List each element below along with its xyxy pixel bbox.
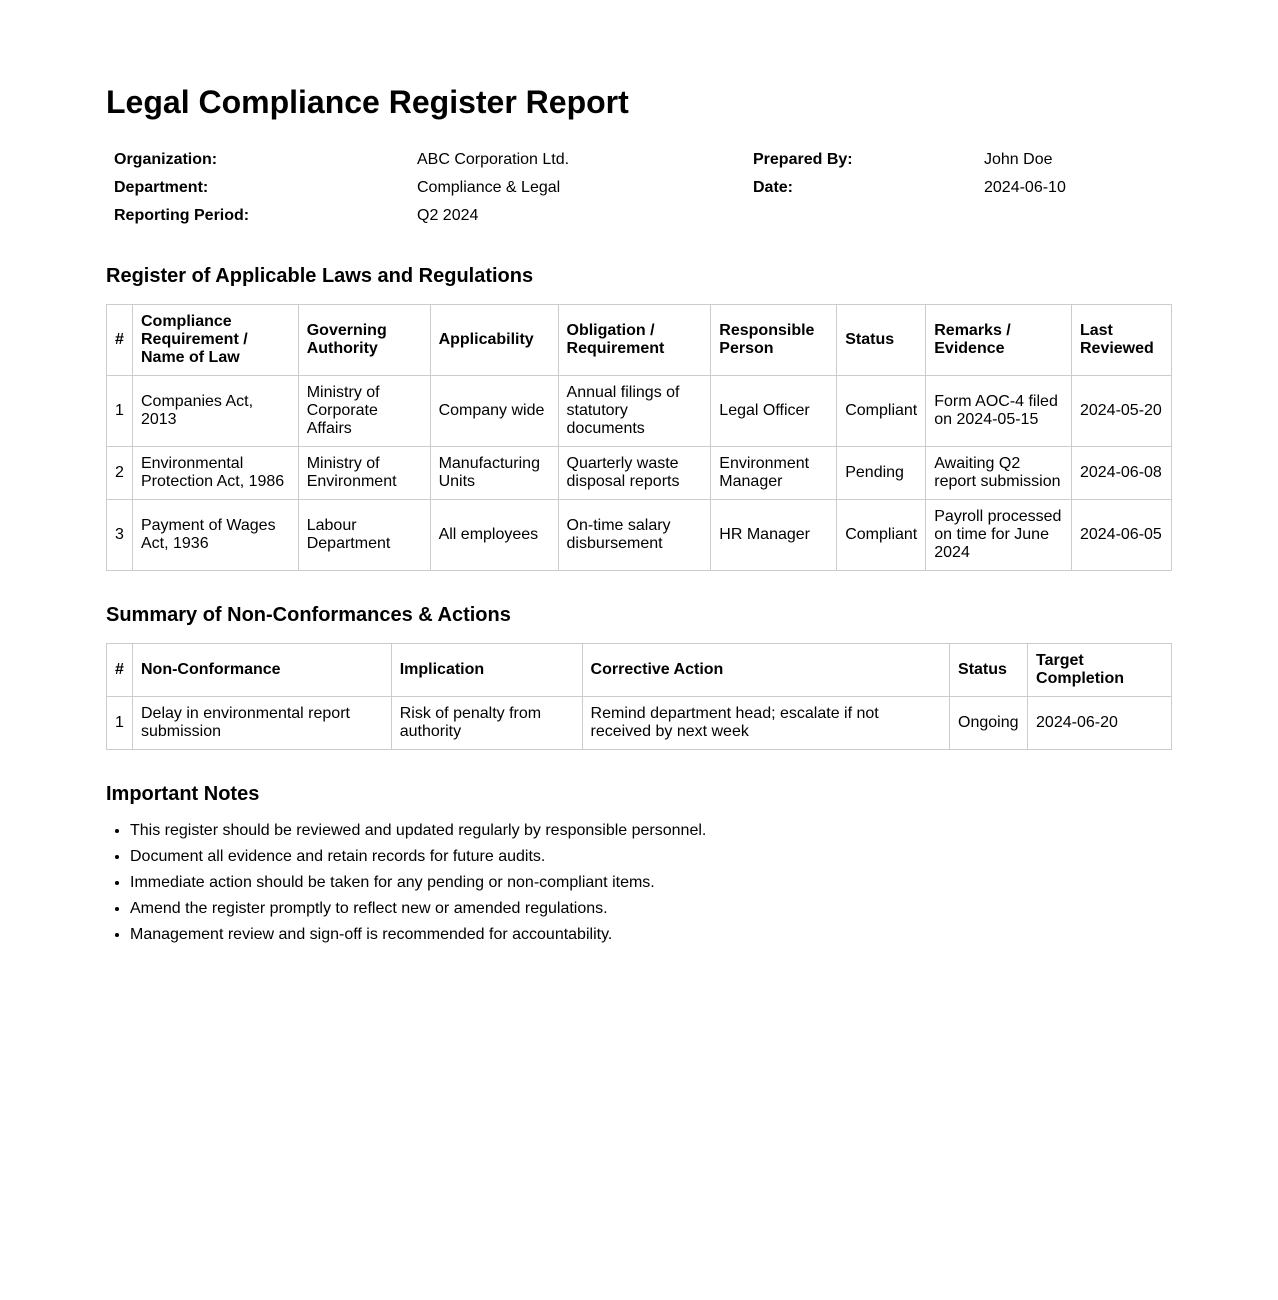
register-heading: Register of Applicable Laws and Regulations <box>106 265 534 287</box>
authority-cell: Labour Department <box>298 500 430 571</box>
reporting-period-label: Reporting Period: <box>114 207 250 224</box>
row-number: 2 <box>107 447 133 500</box>
empty-cell <box>745 202 976 230</box>
department-value: Compliance & Legal <box>417 179 561 196</box>
applicability-cell: All employees <box>430 500 558 571</box>
prepared-by-value: John Doe <box>984 151 1053 168</box>
status-cell: Pending <box>837 447 926 500</box>
table-row <box>107 447 1172 500</box>
col-header-responsible: Responsible Person <box>711 305 837 376</box>
remarks-cell: Payroll processed on time for June 2024 <box>926 500 1072 571</box>
prepared-by-label: Prepared By: <box>753 151 853 168</box>
col-header-obligation: Obligation / Requirement <box>558 305 711 376</box>
table-row <box>107 500 1172 571</box>
notes-heading: Important Notes <box>106 783 260 805</box>
applicability-cell: Manufacturing Units <box>430 447 558 500</box>
nonconformance-heading: Summary of Non-Conformances & Actions <box>106 604 511 626</box>
table-row <box>107 376 1172 447</box>
date-value: 2024-06-10 <box>984 179 1066 196</box>
col-header-number: # <box>107 305 133 376</box>
table-row <box>107 697 1172 750</box>
remarks-cell: Form AOC-4 filed on 2024-05-15 <box>926 376 1072 447</box>
col-header-requirement: Compliance Requirement / Name of Law <box>132 305 298 376</box>
row-number: 1 <box>107 376 133 447</box>
register-header-row <box>107 305 1172 376</box>
corrective-action-cell: Remind department head; escalate if not received by next week <box>582 697 949 750</box>
organization-value: ABC Corporation Ltd. <box>417 151 570 168</box>
list-item: • This register should be reviewed and updated regularly by responsible personnel. <box>130 822 1172 840</box>
responsible-cell: Legal Officer <box>711 376 837 447</box>
report-meta <box>106 146 1172 230</box>
department-label: Department: <box>114 179 209 196</box>
nonconformance-header-row <box>107 644 1172 697</box>
col-header-corrective-action: Corrective Action <box>582 644 949 697</box>
requirement-cell: Payment of Wages Act, 1936 <box>132 500 298 571</box>
authority-cell: Ministry of Environment <box>298 447 430 500</box>
empty-cell <box>976 202 1172 230</box>
responsible-cell: HR Manager <box>711 500 837 571</box>
obligation-cell: Quarterly waste disposal reports <box>558 447 711 500</box>
col-header-implication: Implication <box>391 644 582 697</box>
col-header-applicability: Applicability <box>430 305 558 376</box>
remarks-cell: Awaiting Q2 report submission <box>926 447 1072 500</box>
list-item: • Document all evidence and retain records for future audits. <box>130 848 1172 866</box>
status-cell: Ongoing <box>950 697 1028 750</box>
target-completion-cell: 2024-06-20 <box>1028 697 1172 750</box>
applicability-cell: Company wide <box>430 376 558 447</box>
implication-cell: Risk of penalty from authority <box>391 697 582 750</box>
authority-cell: Ministry of Corporate Affairs <box>298 376 430 447</box>
meta-row <box>106 174 1172 202</box>
col-header-authority: Governing Authority <box>298 305 430 376</box>
last-reviewed-cell: 2024-05-20 <box>1071 376 1171 447</box>
last-reviewed-cell: 2024-06-08 <box>1071 447 1171 500</box>
col-header-remarks: Remarks / Evidence <box>926 305 1072 376</box>
row-number: 1 <box>107 697 133 750</box>
reporting-period-value: Q2 2024 <box>417 207 479 224</box>
col-header-number: # <box>107 644 133 697</box>
requirement-cell: Companies Act, 2013 <box>132 376 298 447</box>
meta-row <box>106 146 1172 174</box>
row-number: 3 <box>107 500 133 571</box>
register-table <box>106 304 1172 571</box>
requirement-cell: Environmental Protection Act, 1986 <box>132 447 298 500</box>
meta-row <box>106 202 1172 230</box>
organization-label: Organization: <box>114 151 218 168</box>
col-header-status: Status <box>950 644 1028 697</box>
date-label: Date: <box>753 179 794 196</box>
col-header-last-reviewed: Last Reviewed <box>1071 305 1171 376</box>
list-item: • Immediate action should be taken for any pending or non-compliant items. <box>130 874 1172 892</box>
responsible-cell: Environment Manager <box>711 447 837 500</box>
nonconformance-table <box>106 643 1172 750</box>
col-header-status: Status <box>837 305 926 376</box>
status-cell: Compliant <box>837 376 926 447</box>
list-item: • Amend the register promptly to reflect new or amended regulations. <box>130 900 1172 918</box>
status-cell: Compliant <box>837 500 926 571</box>
last-reviewed-cell: 2024-06-05 <box>1071 500 1171 571</box>
obligation-cell: Annual filings of statutory documents <box>558 376 711 447</box>
obligation-cell: On-time salary disbursement <box>558 500 711 571</box>
col-header-nonconformance: Non-Conformance <box>132 644 391 697</box>
notes-list <box>106 822 1172 944</box>
list-item: • Management review and sign-off is recommended for accountability. <box>130 926 1172 944</box>
report-title: Legal Compliance Register Report <box>106 84 629 120</box>
col-header-target-completion: Target Completion <box>1028 644 1172 697</box>
nonconformance-cell: Delay in environmental report submission <box>132 697 391 750</box>
